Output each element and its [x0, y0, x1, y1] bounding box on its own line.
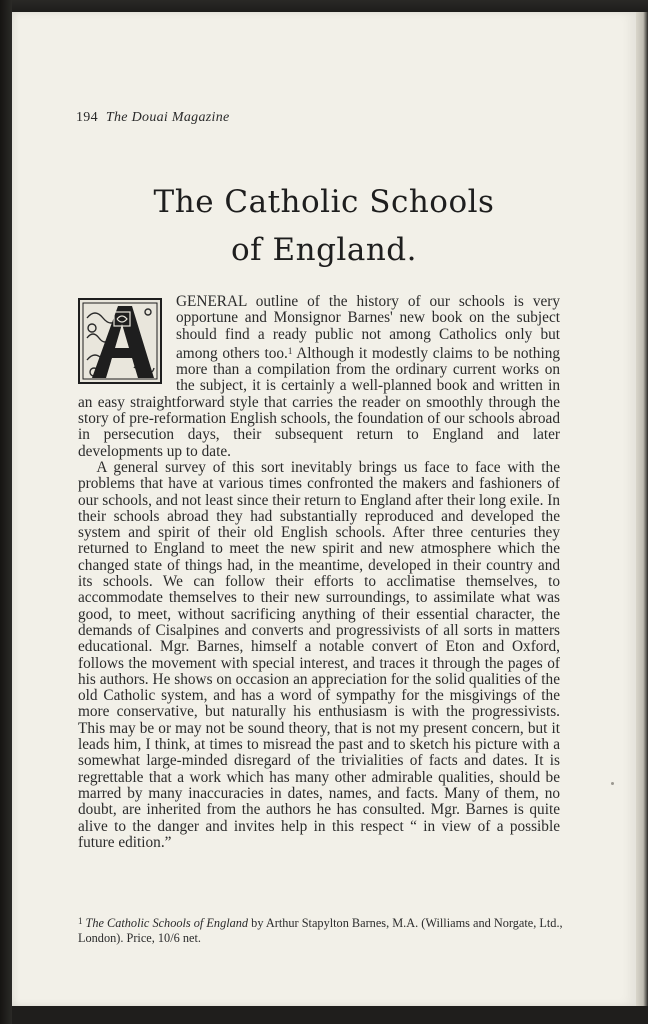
footnote-reference: 1	[287, 345, 293, 356]
paragraph-1-continued-text: Although it modestly claims to be nothing more than a compilation from the ordinary current works on the subject, it is certainly a well-planned book and written in an easy straightforward style that carries the reader on smoothly through the story of pre-reformation English schools, the foundation of our schools abroad in persecution days, their subsequent return to England and later developments up to date.	[78, 344, 561, 460]
footnote-book-title: The Catholic Schools of England	[85, 916, 249, 930]
footnote	[78, 914, 580, 946]
magazine-name: The Douai Magazine	[105, 110, 230, 125]
paragraph-2: A general survey of this sort inevitably brings us face to face with the problems that have at various times confronted the makers and fashioners of our schools, and not least since their return to England after their long exile. In their schools abroad they had substantially reproduced and developed the system and spirit of their old English schools. After three centuries they returned to England to meet the new spirit and new atmosphere which the changed state of things had, in the meantime, developed in their country and its schools. We can follow their efforts to acclimatise themselves, to accommodate themselves to their new surroundings, to assimilate what was good, to meet, without sacrificing anything of their essential character, the demands of Cisalpines and converts and progressivists of all sorts in matters educational. Mgr. Barnes, himself a notable convert of Eton and Oxford, follows the movement with special interest, and traces it through the pages of his authors. He shows on occasion an appreciation for the solid qualities of the old Catholic system, and has a word of sympathy for the misgivings of the more conservative, but naturally his enthusiasm is with the progressivists. This may be or may not be sound theory, that is not my present concern, but it leads him, I think, at times to misread the past and to sketch his picture with a somewhat large-minded disregard of the trivialities of facts and dates. It is regrettable that a work which has many other admirable qualities, should be marred by many inaccuracies in dates, names, and facts. Many of them, no doubt, are inherited from the authors he has consulted. Mgr. Barnes is quite alive to the danger and invites help in this respect “ in view of a possible future edition.”	[78, 458, 560, 851]
paragraph-1	[78, 294, 560, 460]
book-binding-left	[0, 0, 12, 1024]
book-page	[12, 12, 636, 1006]
footnote-mark: 1	[78, 916, 83, 926]
article-title-line-2: of England.	[231, 232, 417, 268]
article-body	[78, 294, 560, 851]
footnote-details: by Arthur Stapylton Barnes, M.A. (Williams and Norgate, Ltd., London). Price, 10/6 net.	[78, 916, 563, 945]
page-edge	[636, 12, 648, 1006]
article-title-line-1: The Catholic Schools	[153, 184, 495, 220]
page-number: 194	[76, 110, 98, 125]
running-head	[76, 110, 230, 126]
paper-speck	[611, 782, 614, 785]
ornamental-initial-A-icon	[78, 298, 162, 384]
paragraph-1-opening-text: GENERAL outline of the history of our schools is very opportune and Monsignor Barnes' new book on the subject should find a ready public not among Catholics only but among others too.	[176, 293, 560, 362]
